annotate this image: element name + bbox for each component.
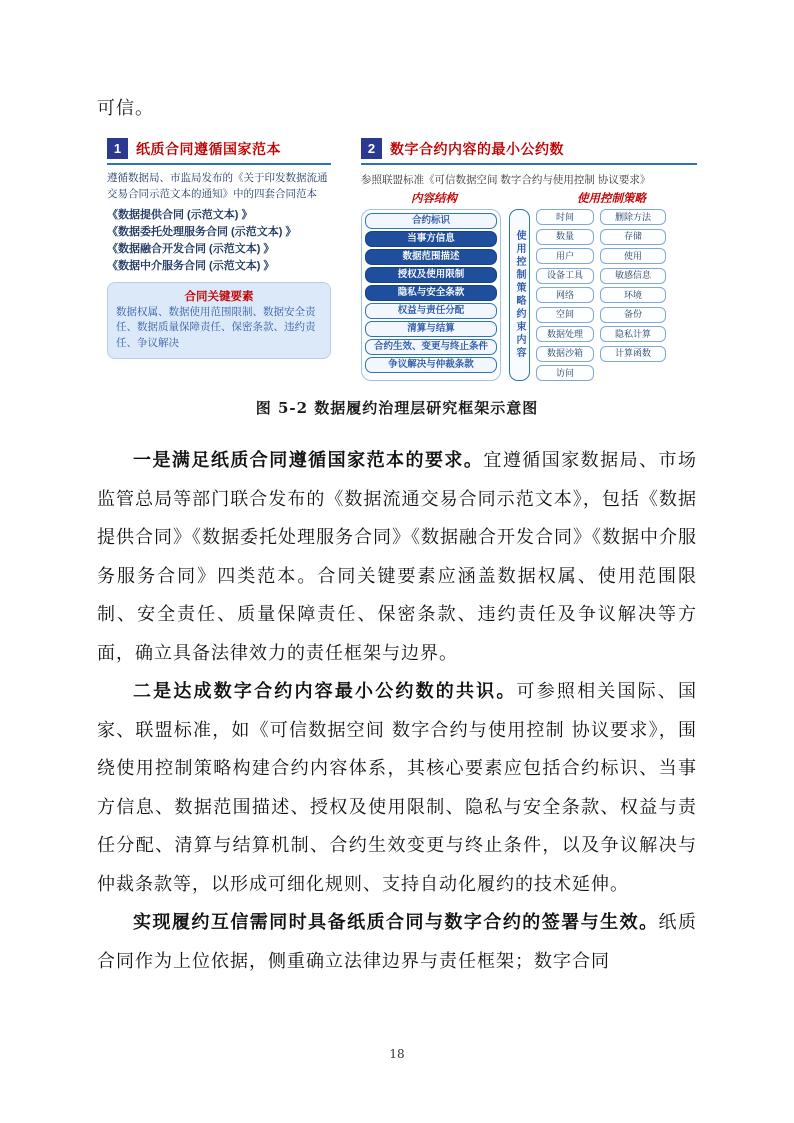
contract-item: 《数据委托处理服务合同 (示范文本) 》 (107, 225, 297, 238)
column-headers (361, 190, 697, 206)
policy-chip: 数据处理 (536, 326, 594, 342)
content-item: 当事方信息 (365, 231, 497, 247)
contract-key-elements-box (107, 282, 331, 359)
policy-chip: 数量 (536, 229, 594, 245)
paragraph-lead: 实现履约互信需同时具备纸质合同与数字合约的签署与生效。 (133, 912, 659, 933)
policy-chip: 使用 (600, 248, 666, 264)
content-item: 隐私与安全条款 (365, 285, 497, 301)
paragraph-1 (97, 442, 697, 673)
policy-chip: 访问 (536, 365, 594, 381)
diagram-row (361, 209, 697, 381)
content-item: 合约生效、变更与终止条件 (365, 339, 497, 355)
contract-item: 《数据中介服务合同 (示范文本) 》 (107, 259, 275, 272)
policy-chip: 用户 (536, 248, 594, 264)
right-panel-description: 参照联盟标准《可信数据空间 数字合约与使用控制 协议要求》 (361, 174, 651, 186)
paragraph-lead: 一是满足纸质合同遵循国家范本的要求。 (133, 450, 484, 471)
content-item: 权益与责任分配 (365, 303, 497, 319)
policy-chip: 敏感信息 (600, 268, 666, 284)
policy-chip: 网络 (536, 287, 594, 303)
left-panel-description: 遵循数据局、市监局发布的《关于印发数据流通交易合同示范文本的通知》中的四套合同范本 (107, 172, 328, 200)
figure-caption: 图 5-2 数据履约治理层研究框架示意图 (255, 399, 539, 417)
constraint-vertical-label: 使用控制策略约束内容 (509, 209, 530, 381)
policy-chip: 备份 (600, 307, 666, 323)
policy-chip: 环境 (600, 287, 666, 303)
figure-5-2 (107, 138, 697, 381)
paper-contract-panel (107, 138, 331, 381)
content-item: 清算与结算 (365, 321, 497, 337)
body-text (97, 442, 697, 981)
policy-chip: 隐私计算 (600, 326, 666, 342)
key-elements-title: 合同关键要素 (184, 290, 254, 303)
usage-control-title: 使用控制策略 (577, 193, 646, 205)
number-badge-2: 2 (361, 138, 382, 159)
right-panel-title: 数字合约内容的最小公约数 (390, 140, 564, 157)
paragraph-body: 纸质合同作为上位依据，侧重确立法律边界与责任框架；数字合同 (97, 912, 698, 972)
policy-column-1 (536, 209, 594, 381)
paragraph-body: 宜遵循国家数据局、市场监管总局等部门联合发布的《数据流通交易合同示范文本》，包括《数据提供合同》《数据委托处理服务合同》《数据融合开发合同》《数据中介服务服务合同》四类范本。合同关键要素应涵盖数据权属、使用范围限制、安全责任、质量保障责任、保密条款、违约责任及争议解决等方面，确立具备法律效力的责任框架与边界。 (97, 450, 698, 664)
policy-chip: 计算函数 (600, 346, 666, 362)
policy-chip: 存储 (600, 229, 666, 245)
paragraph-2 (97, 673, 697, 904)
policy-chip: 删除方法 (600, 209, 666, 225)
digital-contract-panel (361, 138, 697, 381)
policy-chip: 时间 (536, 209, 594, 225)
page-number: 18 (389, 1047, 405, 1061)
policy-chip: 设备工具 (536, 268, 594, 284)
policy-chip: 数据沙箱 (536, 346, 594, 362)
content-item: 合约标识 (365, 213, 497, 229)
paragraph-3 (97, 904, 697, 981)
number-badge-1: 1 (107, 138, 128, 159)
content-item: 授权及使用限制 (365, 267, 497, 283)
left-panel-title: 纸质合同遵循国家范本 (136, 140, 281, 157)
usage-control-policies (536, 209, 666, 381)
left-panel-header (107, 138, 331, 165)
content-structure-title: 内容结构 (411, 193, 457, 205)
contract-list (107, 207, 331, 275)
leading-text: 可信。 (97, 98, 154, 119)
contract-item: 《数据融合开发合同 (示范文本) 》 (107, 242, 275, 255)
key-elements-text: 数据权属、数据使用范围限制、数据安全责任、数据质量保障责任、保密条款、违约责任、争议解决 (116, 305, 316, 350)
policy-chip: 空间 (536, 307, 594, 323)
content-structure-list (361, 209, 501, 381)
paragraph-lead: 二是达成数字合约内容最小公约数的共识。 (133, 681, 517, 702)
contract-item: 《数据提供合同 (示范文本) 》 (107, 208, 253, 221)
policy-column-2 (600, 209, 666, 362)
content-item: 数据范围描述 (365, 249, 497, 265)
content-item: 争议解决与仲裁条款 (365, 357, 497, 373)
right-panel-header (361, 138, 697, 165)
paragraph-body: 可参照相关国际、国家、联盟标准，如《可信数据空间 数字合约与使用控制 协议要求》，围绕使用控制策略构建合约内容体系，其核心要素应包括合约标识、当事方信息、数据范围描述、授权及使用限制、隐私与安全条款、权益与责任分配、清算与结算机制、合约生效变更与终止条件，以及争议解决与仲裁条款等，以形成可细化规则、支持自动化履约的技术延伸。 (97, 681, 698, 895)
